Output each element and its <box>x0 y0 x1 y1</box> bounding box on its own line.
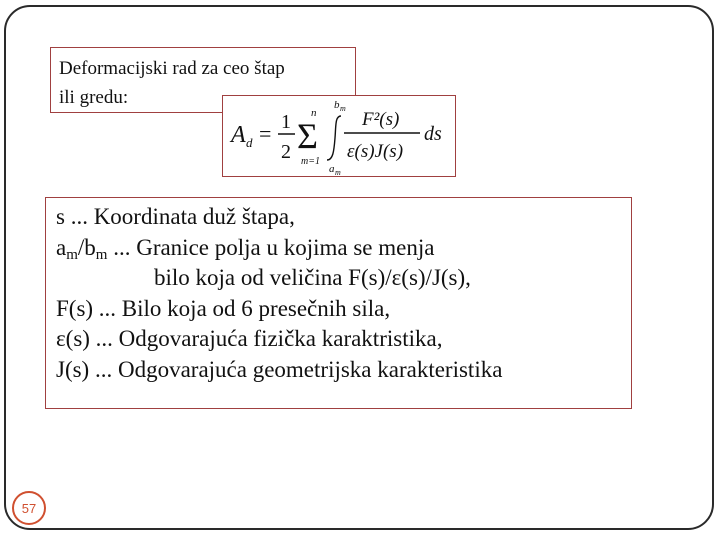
formula-lhs: A <box>231 122 246 148</box>
formula-equals: = <box>259 121 272 146</box>
integral-icon <box>327 116 341 160</box>
legend-line-bounds-cont: bilo koja od veličina F(s)/ε(s)/J(s), <box>154 265 471 290</box>
legend-bounds-text: ... Granice polja u kojima se menja <box>107 234 435 260</box>
formula-lhs-sub: d <box>246 135 253 150</box>
formula-integrand-num: F²(s) <box>362 109 400 130</box>
legend-bm: /b <box>77 234 96 260</box>
formula-integrand-den: ε(s)J(s) <box>347 141 404 162</box>
legend-line-force: F(s) ... Bilo koja od 6 presečnih sila, <box>56 295 391 321</box>
legend-am: a <box>56 234 67 260</box>
formula-int-upper: b <box>334 99 340 111</box>
formula-int-lower: a <box>329 163 335 175</box>
formula-frac-den: 2 <box>281 141 291 163</box>
page-number-badge: 57 <box>12 491 46 525</box>
formula-frac-num: 1 <box>281 111 291 133</box>
legend-line-s: s ... Koordinata duž štapa, <box>56 204 295 229</box>
legend-bm-sub: m <box>95 246 108 263</box>
symbol-legend-box <box>45 197 632 409</box>
formula-int-upper-sub: m <box>340 104 346 113</box>
formula-box <box>222 95 456 177</box>
intro-line-2: ili gredu: <box>59 87 129 108</box>
sigma-icon: Σ <box>297 116 318 156</box>
legend-line-bounds <box>56 233 631 264</box>
formula-differential: ds <box>424 123 442 145</box>
intro-line-1: Deformacijski rad za ceo štap <box>59 58 285 79</box>
formula-sum-upper: n <box>311 107 317 119</box>
formula-sum-lower: m=1 <box>301 156 320 167</box>
legend-line-geometry: J(s) ... Odgovarajuća geometrijska karakteristika <box>56 356 503 382</box>
deformation-work-formula <box>223 96 457 178</box>
formula-int-lower-sub: m <box>335 168 341 177</box>
legend-am-sub: m <box>66 246 78 263</box>
legend-line-material: ε(s) ... Odgovarajuća fizička karaktristika, <box>56 326 443 351</box>
